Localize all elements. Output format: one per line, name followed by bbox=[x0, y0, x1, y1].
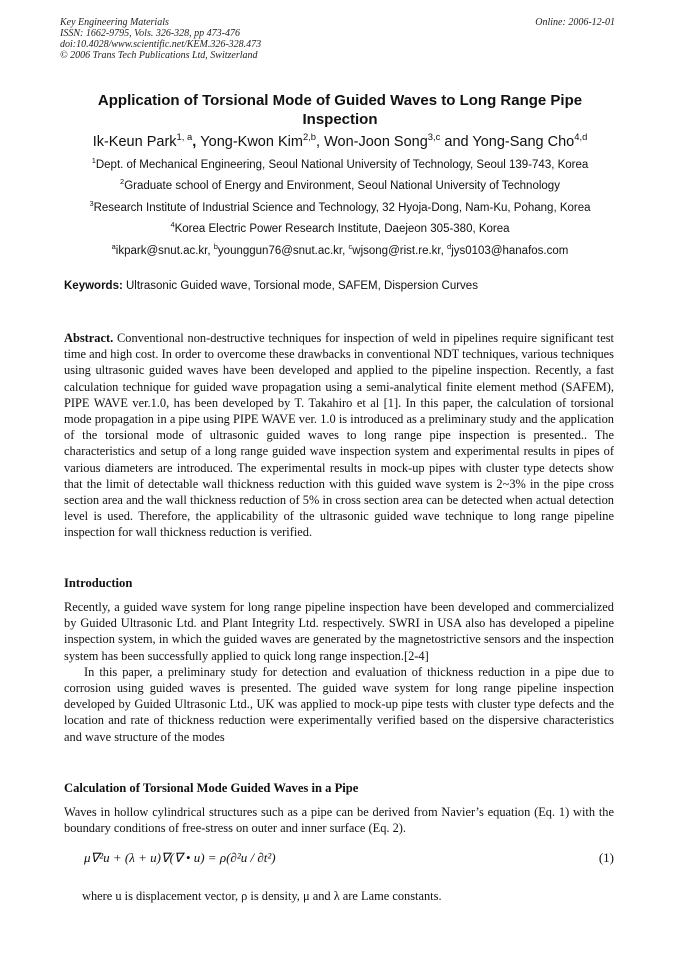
introduction-heading: Introduction bbox=[64, 576, 133, 590]
abstract-text: Conventional non-destructive techniques for inspection of weld in pipelines require significant test time and high cost. In order to overcome these drawbacks in conventional NDT techniques, various techniques using ultrasonic guided waves have been developed and applied to the pipeline inspection. Recently, a fast calculation technique for guided wave propagation using a semi-analytical finite element method (SAFEM), PIPE WAVE ver.1.0, has been developed by T. Takahiro et al [1]. In this paper, the calculation of torsional mode propagation in a pipe using PIPE WAVE ver. 1.0 is introduced as a preliminary study and the application of the torsional mode of ultrasonic guided waves to long range pipe inspection is presented.. The characteristics and setup of a long range guided wave inspection system and experimental results in pipes of various diameters are introduced. The experimental results in mock-up pipes with cluster type detects show that the limit of detectable wall thickness reduction with this guided wave system is 2~3% in the pipe cross section area and the wall thickness reduction of 5% in cross section area can be detected when actual detection level is used. Therefore, the applicability of the ultrasonic guided wave technique to long range pipeline inspection for wall thickness reduction is verified. bbox=[64, 331, 614, 540]
issn-line: ISSN: 1662-9795, Vols. 326-328, pp 473-476 bbox=[60, 28, 240, 39]
author-superscript: 1, a bbox=[176, 131, 193, 143]
calculation-paragraph: Waves in hollow cylindrical structures such as a pipe can be derived from Navier’s equation (Eq. 1) with the boundary conditions of free-stress on outer and inner surface (Eq. 2). bbox=[64, 805, 614, 836]
equation-1 bbox=[84, 850, 614, 866]
introduction-paragraph-2: In this paper, a preliminary study for detection and evaluation of thickness reduction in a pipe due to corrosion using guided waves is presented. The guided wave system for long range pipeline inspection developed by Guided Ultrasonic Ltd., UK was applied to mock-up pipe tests with cluster type defects and the location and rate of thickness reduction were experimentally verified based on the dispersive characteristics and wave structure of the modes bbox=[64, 664, 614, 744]
author-superscript: 4,d bbox=[574, 131, 588, 143]
doi-line: doi:10.4028/www.scientific.net/KEM.326-328.473 bbox=[60, 39, 262, 50]
online-date: Online: 2006-12-01 bbox=[535, 17, 615, 28]
introduction-body bbox=[64, 599, 614, 745]
introduction-paragraph-1: Recently, a guided wave system for long range pipeline inspection have been developed and commercialized by Guided Ultrasonic Ltd. and Plant Integrity Ltd. respectively. SWRI in USA also has developed a pipeline inspection system, in which the guided waves are generated by the magnetostrictive sensors and the inspection system has been successfully applied to quick long range inspection.[2-4] bbox=[64, 600, 614, 663]
keywords-text: Ultrasonic Guided wave, Torsional mode, SAFEM, Dispersion Curves bbox=[126, 280, 478, 292]
author-name: Ik-Keun Park bbox=[92, 134, 177, 150]
equation-number: (1) bbox=[598, 850, 614, 865]
author-name: Yong-Kwon Kim bbox=[200, 134, 303, 150]
author-list: Ik-Keun Park$^{1, a}$, Yong-Kwon Kim$^{2,b}$, Won-Joon Song$^{3,c}$ and Yong-Sang Cho$^{4,d}$ bbox=[92, 131, 588, 150]
journal-header bbox=[60, 17, 615, 61]
abstract-label: Abstract. bbox=[64, 331, 114, 345]
paper-title bbox=[50, 91, 630, 129]
journal-name: Key Engineering Materials bbox=[60, 17, 169, 28]
title-line-1: Application of Torsional Mode of Guided Waves to Long Range Pipe bbox=[97, 92, 583, 109]
affiliation-3: $^3$Research Institute of Industrial Science and Technology, 32 Hyoja-Dong, Nam-Ku, Pohang, Korea bbox=[89, 199, 591, 214]
author-name: Yong-Sang Cho bbox=[472, 134, 575, 150]
author-name: Won-Joon Song bbox=[324, 134, 428, 150]
email-link[interactable]: jys0103@hanafos.com bbox=[451, 245, 569, 257]
email-list: $^a$ikpark@snut.ac.kr, $^b$younggun76@snut.ac.kr, $^c$wjsong@rist.re.kr, $^d$jys0103@hanafos.com bbox=[111, 242, 569, 257]
equation-text: μ∇²u + (λ + u)∇(∇ • u) = ρ(∂²u / ∂t²) bbox=[84, 850, 276, 865]
email-link[interactable]: wjsong@rist.re.kr bbox=[352, 245, 441, 257]
author-superscript: 3,c bbox=[427, 131, 441, 143]
keywords bbox=[64, 279, 624, 293]
email-link[interactable]: younggun76@snut.ac.kr bbox=[217, 245, 343, 257]
email-link[interactable]: ikpark@snut.ac.kr bbox=[115, 245, 208, 257]
calculation-heading: Calculation of Torsional Mode Guided Waves in a Pipe bbox=[64, 781, 359, 795]
where-clause: where u is displacement vector, ρ is density, μ and λ are Lame constants. bbox=[82, 889, 442, 903]
abstract bbox=[64, 330, 614, 541]
copyright-line: © 2006 Trans Tech Publications Ltd, Switzerland bbox=[60, 50, 258, 61]
keywords-label: Keywords: bbox=[64, 280, 123, 292]
author-superscript: 2,b bbox=[302, 131, 317, 143]
affiliation-4: $^4$Korea Electric Power Research Institute, Daejeon 305-380, Korea bbox=[170, 220, 510, 235]
affiliation-2: $^2$Graduate school of Energy and Environment, Seoul National University of Technology bbox=[120, 177, 560, 192]
affiliation-1: $^1$Dept. of Mechanical Engineering, Seoul National University of Technology, Seoul 139-743, Korea bbox=[91, 156, 589, 171]
title-line-2: Inspection bbox=[302, 111, 378, 128]
